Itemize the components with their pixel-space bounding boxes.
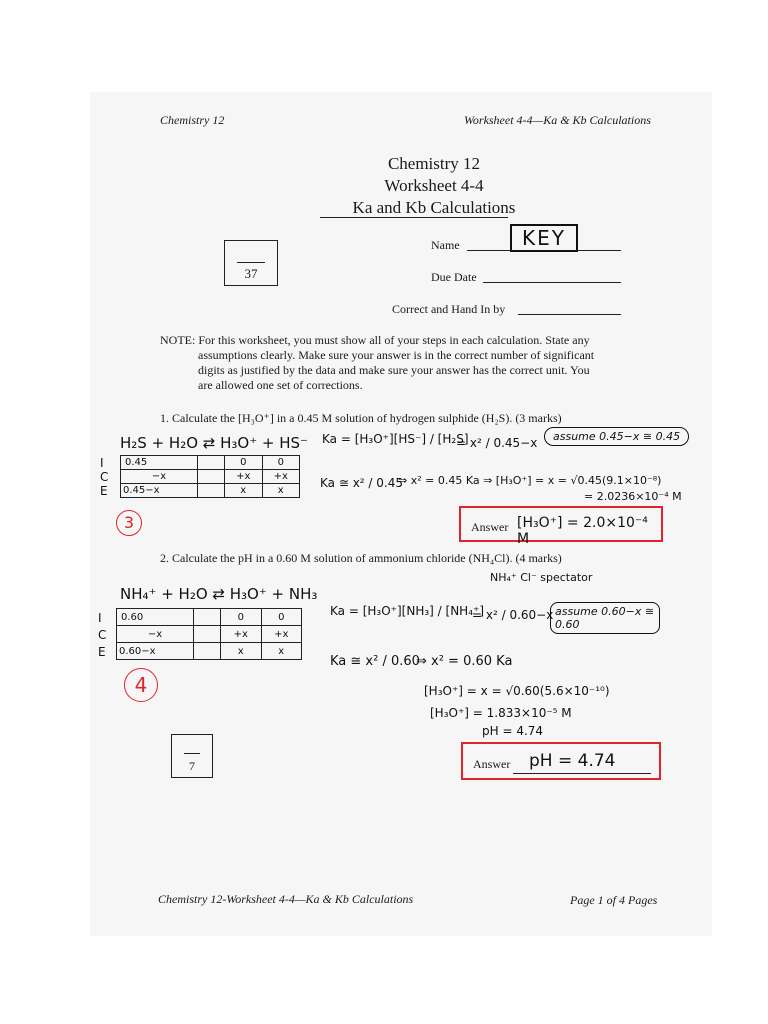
q1-answer-box (459, 506, 663, 547)
q2-ice-e-nh3: x (261, 643, 302, 660)
q2-spectator-note: NH₄⁺ Cl⁻ spectator (490, 571, 593, 584)
note-line-2: assumptions clearly. Make sure your answer is in the correct number of significant (198, 348, 595, 362)
score-line (237, 262, 265, 263)
q1-ice-c-hs: +x (262, 470, 300, 484)
q1-step-2: = 2.0236×10⁻⁴ M (584, 490, 682, 503)
q1-ka-approx: Ka ≅ x² / 0.45 (320, 476, 403, 490)
name-value: KEY (510, 224, 578, 252)
note-line-4: are allowed one set of corrections. (198, 378, 363, 392)
q1-ka-fraction: = x² / 0.45−x (456, 436, 538, 450)
table-row (121, 470, 300, 484)
q1-ice-row-labels (100, 456, 108, 498)
table-row (117, 643, 302, 660)
q2-ka-approx: Ka ≅ x² / 0.60 (330, 654, 420, 669)
q1-row-e: E (100, 484, 108, 498)
header-left: Chemistry 12 (160, 113, 225, 127)
q2-score-line (184, 753, 200, 754)
q1-ice-i-h3o: 0 (225, 456, 263, 470)
q1-marks-circle: 3 (116, 510, 142, 536)
score-total: 37 (244, 266, 258, 281)
due-date-underline (483, 282, 621, 283)
q1-assumption: assume 0.45−x ≅ 0.45 (544, 427, 689, 446)
title-line-1: Chemistry 12 (387, 154, 481, 173)
header-right: Worksheet 4-4—Ka & Kb Calculations (464, 113, 651, 127)
q2-equation: NH₄⁺ + H₂O ⇄ H₃O⁺ + NH₃ (120, 585, 318, 603)
q1-ice-e-hs: x (262, 484, 300, 498)
footer-left: Chemistry 12-Worksheet 4-4—Ka & Kb Calculations (158, 892, 414, 906)
q2-ice-e-reactant: 0.60−x (117, 643, 194, 660)
table-row (121, 484, 300, 498)
q1-ice-c-reactant: −x (121, 470, 198, 484)
q2-ice-c-h3o: +x (221, 626, 262, 643)
due-date-label: Due Date (431, 270, 477, 284)
table-row (121, 456, 300, 470)
q1-ice-i-hs: 0 (262, 456, 300, 470)
q1-row-c: C (100, 470, 109, 484)
q1-ice-e-h3o: x (225, 484, 263, 498)
q1-ice-e-reactant: 0.45−x (121, 484, 198, 498)
table-row (117, 626, 302, 643)
title-underline (320, 217, 508, 218)
q2-ice-i-reactant: 0.60 (117, 609, 194, 626)
q2-score-total: 7 (189, 759, 195, 773)
q1-ice-i-reactant: 0.45 (121, 456, 198, 470)
q1-text: 1. Calculate the [H₃O⁺] in a 0.45 M solution of hydrogen sulphide (H₂S). (3 marks) (160, 411, 562, 425)
q2-row-e: E (98, 645, 106, 659)
q2-answer-value: pH = 4.74 (529, 751, 616, 771)
q2-step-2: [H₃O⁺] = x = √0.60(5.6×10⁻¹⁰) (424, 684, 610, 698)
q2-score-box (171, 734, 213, 778)
title-line-3: Ka and Kb Calculations (352, 198, 516, 217)
correct-by-label: Correct and Hand In by (392, 302, 506, 316)
q2-ice-e-h3o: x (221, 643, 262, 660)
table-row (117, 609, 302, 626)
q2-ka-fraction: = x² / 0.60−x (472, 608, 554, 622)
title-line-2: Worksheet 4-4 (384, 176, 484, 195)
q2-ice-i-h3o: 0 (221, 609, 262, 626)
q1-answer-value: [H₃O⁺] = 2.0×10⁻⁴ M (517, 515, 648, 547)
q2-ka-expression: Ka = [H₃O⁺][NH₃] / [NH₄⁺] (330, 604, 485, 618)
correct-by-underline (518, 314, 621, 315)
q1-ka-expression: Ka = [H₃O⁺][HS⁻] / [H₂S] (322, 432, 469, 446)
q2-ice-table (116, 608, 302, 660)
q1-answer-label: Answer (471, 520, 509, 534)
q1-ice-table (120, 455, 300, 498)
note-line-1: NOTE: For this worksheet, you must show all of your steps in each calculation. State any (160, 333, 590, 347)
q1-equation: H₂S + H₂O ⇄ H₃O⁺ + HS⁻ (120, 434, 308, 452)
q2-step-3: [H₃O⁺] = 1.833×10⁻⁵ M (430, 706, 572, 720)
q2-assumption: assume 0.60−x ≅ 0.60 (550, 602, 660, 634)
q2-marks-circle: 4 (124, 668, 158, 702)
footer-right: Page 1 of 4 Pages (570, 893, 658, 907)
q2-ice-c-reactant: −x (117, 626, 194, 643)
q1-row-i: I (100, 456, 104, 470)
q2-step-4: pH = 4.74 (482, 724, 544, 738)
q2-row-i: I (98, 611, 102, 625)
q2-step-1: ⇒ x² = 0.60 Ka (416, 654, 513, 669)
name-label: Name (431, 238, 460, 252)
q2-answer-underline (513, 773, 651, 774)
score-box (224, 240, 278, 286)
q2-answer-box (461, 742, 661, 780)
q1-step: ⇒ x² = 0.45 Ka ⇒ [H₃O⁺] = x = √0.45(9.1×10⁻⁸) (398, 474, 662, 487)
q2-ice-c-nh3: +x (261, 626, 302, 643)
q1-ice-c-h3o: +x (225, 470, 263, 484)
note-line-3: digits as justified by the data and make sure your answer has the correct unit. You (198, 363, 590, 377)
q2-row-c: C (98, 628, 107, 642)
q2-ice-row-labels (98, 610, 106, 661)
q2-text: 2. Calculate the pH in a 0.60 M solution of ammonium chloride (NH₄Cl). (4 marks) (160, 551, 562, 565)
q2-answer-label: Answer (473, 757, 511, 771)
q2-ice-i-nh3: 0 (261, 609, 302, 626)
